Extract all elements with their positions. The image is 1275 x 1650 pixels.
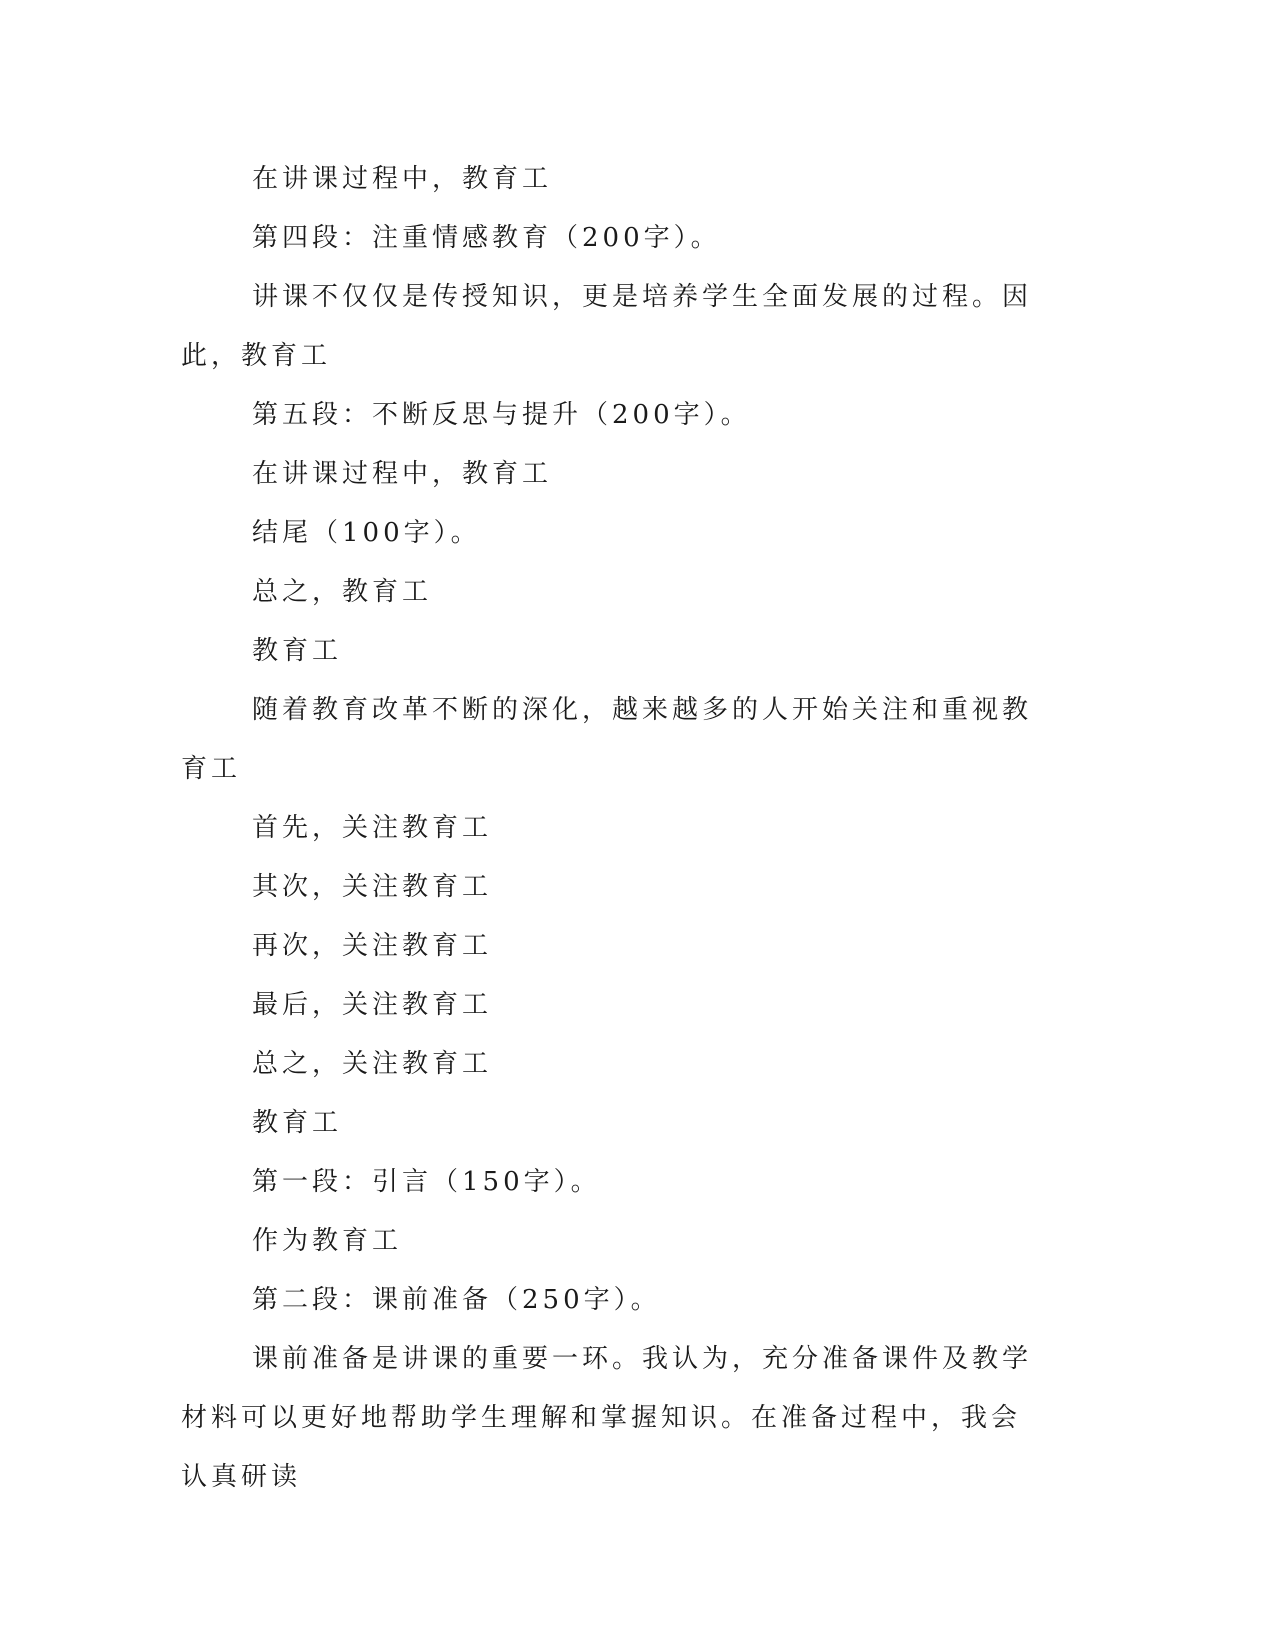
paragraph: 在讲课过程中，教育工	[252, 459, 553, 489]
paragraph: 其次，关注教育工	[252, 872, 493, 902]
paragraph: 讲课不仅仅是传授知识，更是培养学生全面发展的过程。因此，教育工	[181, 282, 1033, 371]
paragraph: 作为教育工	[252, 1226, 403, 1256]
paragraph: 再次，关注教育工	[252, 931, 493, 961]
section-heading: 第五段：不断反思与提升（200字）。	[252, 400, 751, 430]
section-heading: 结尾（100字）。	[252, 518, 481, 548]
paragraph: 在讲课过程中，教育工	[252, 164, 553, 194]
section-heading: 第二段：课前准备（250字）。	[252, 1285, 661, 1315]
paragraph: 随着教育改革不断的深化，越来越多的人开始关注和重视教育工	[181, 695, 1033, 784]
paragraph: 总之，关注教育工	[252, 1049, 493, 1079]
section-heading: 第一段：引言（150字）。	[252, 1167, 601, 1197]
paragraph: 最后，关注教育工	[252, 990, 493, 1020]
paragraph: 总之，教育工	[252, 577, 433, 607]
paragraph: 教育工	[252, 636, 343, 666]
section-heading: 第四段：注重情感教育（200字）。	[252, 223, 721, 253]
paragraph: 课前准备是讲课的重要一环。我认为，充分准备课件及教学材料可以更好地帮助学生理解和掌握知识。在准备过程中，我会认真研读	[181, 1344, 1033, 1492]
paragraph: 教育工	[252, 1108, 343, 1138]
paragraph: 首先，关注教育工	[252, 813, 493, 843]
document-body	[181, 150, 1041, 1507]
